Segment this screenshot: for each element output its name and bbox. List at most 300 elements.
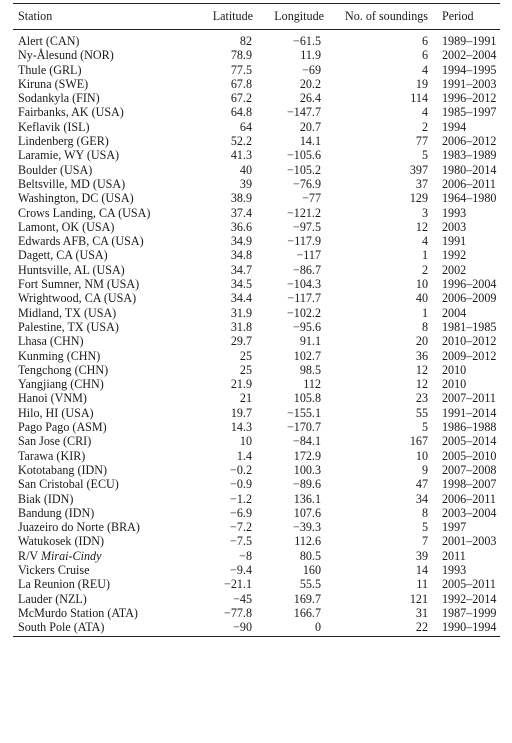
station-name: La Reunion (REU) bbox=[18, 577, 111, 592]
period-cell: 1993 bbox=[442, 205, 467, 220]
latitude-cell: −0.2 bbox=[230, 462, 252, 477]
station-cell bbox=[13, 534, 186, 548]
longitude-cell: 0 bbox=[314, 620, 321, 635]
soundings-cell: 20 bbox=[415, 334, 428, 349]
station-name: Fairbanks, AK (USA) bbox=[18, 105, 124, 120]
period-cell: 2009–2012 bbox=[442, 348, 497, 363]
station-cell bbox=[13, 77, 186, 91]
longitude-cell: 112.6 bbox=[294, 534, 321, 549]
station-cell bbox=[13, 320, 186, 334]
station-name: Tarawa (KIR) bbox=[18, 448, 86, 463]
period-cell: 1997 bbox=[442, 520, 467, 535]
period-cell: 2007–2008 bbox=[442, 462, 497, 477]
station-name: Vickers Cruise bbox=[18, 562, 90, 577]
station-cell bbox=[13, 177, 186, 191]
soundings-cell: 22 bbox=[415, 620, 428, 635]
period-cell: 1992 bbox=[442, 248, 467, 263]
latitude-cell: −21.1 bbox=[224, 577, 252, 592]
station-name: Kiruna (SWE) bbox=[18, 76, 89, 91]
soundings-cell: 12 bbox=[415, 219, 428, 234]
soundings-cell: 5 bbox=[421, 148, 428, 163]
station-cell bbox=[13, 563, 186, 577]
station-name: Bandung (IDN) bbox=[18, 505, 95, 520]
soundings-cell: 4 bbox=[421, 234, 428, 249]
table-row bbox=[13, 105, 500, 119]
longitude-cell: −39.3 bbox=[293, 520, 321, 535]
soundings-cell: 4 bbox=[421, 62, 428, 77]
period-cell: 1991–2014 bbox=[442, 405, 497, 420]
station-name: Beltsville, MD (USA) bbox=[18, 176, 126, 191]
table-row bbox=[13, 434, 500, 448]
longitude-cell: −61.5 bbox=[293, 34, 321, 48]
station-name: Washington, DC (USA) bbox=[18, 191, 134, 206]
period-cell: 1996–2004 bbox=[442, 277, 497, 292]
header-period: Period bbox=[442, 9, 474, 24]
period-cell: 2011 bbox=[442, 548, 466, 563]
station-name: Dagett, CA (USA) bbox=[18, 248, 108, 263]
soundings-cell: 12 bbox=[415, 377, 428, 392]
station-name: McMurdo Station (ATA) bbox=[18, 605, 138, 620]
station-name: R/V bbox=[18, 548, 41, 563]
longitude-cell: −117.7 bbox=[287, 291, 321, 306]
longitude-cell: 102.7 bbox=[293, 348, 321, 363]
longitude-cell: 169.7 bbox=[293, 591, 321, 606]
station-name: Boulder (USA) bbox=[18, 162, 93, 177]
latitude-cell: 36.6 bbox=[230, 219, 252, 234]
longitude-cell: −105.2 bbox=[286, 162, 321, 177]
header-row bbox=[13, 4, 500, 30]
latitude-cell: 41.3 bbox=[230, 148, 252, 163]
station-name: Juazeiro do Norte (BRA) bbox=[18, 520, 140, 535]
soundings-cell: 36 bbox=[415, 348, 428, 363]
stations-table bbox=[13, 3, 500, 637]
station-cell bbox=[13, 191, 186, 205]
latitude-cell: −9.4 bbox=[230, 562, 252, 577]
station-cell bbox=[13, 63, 186, 77]
period-cell: 1983–1989 bbox=[442, 148, 497, 163]
table-row bbox=[13, 234, 500, 248]
longitude-cell: −117 bbox=[296, 248, 321, 263]
longitude-cell: 14.1 bbox=[299, 134, 321, 149]
latitude-cell: −7.2 bbox=[230, 520, 252, 535]
longitude-cell: −155.1 bbox=[286, 405, 321, 420]
longitude-cell: 166.7 bbox=[293, 605, 321, 620]
latitude-cell: 1.4 bbox=[236, 448, 252, 463]
longitude-cell: 26.4 bbox=[299, 91, 321, 106]
soundings-cell: 10 bbox=[415, 277, 428, 292]
station-name: Alert (CAN) bbox=[18, 34, 80, 48]
latitude-cell: 21 bbox=[239, 391, 252, 406]
table-row bbox=[13, 134, 500, 148]
table-row bbox=[13, 91, 500, 105]
station-cell bbox=[13, 277, 186, 291]
period-cell: 2005–2014 bbox=[442, 434, 497, 449]
longitude-cell: 172.9 bbox=[293, 448, 321, 463]
station-cell bbox=[13, 148, 186, 162]
table-row bbox=[13, 30, 500, 49]
station-cell bbox=[13, 263, 186, 277]
latitude-cell: 37.4 bbox=[230, 205, 252, 220]
table-row bbox=[13, 120, 500, 134]
station-name: Laramie, WY (USA) bbox=[18, 148, 120, 163]
soundings-cell: 4 bbox=[421, 105, 428, 120]
period-cell: 2003 bbox=[442, 219, 467, 234]
table-row bbox=[13, 577, 500, 591]
station-cell bbox=[13, 492, 186, 506]
longitude-cell: 100.3 bbox=[293, 462, 321, 477]
longitude-cell: 91.1 bbox=[299, 334, 321, 349]
station-name: South Pole (ATA) bbox=[18, 620, 105, 635]
soundings-cell: 1 bbox=[421, 248, 428, 263]
station-name: Hilo, HI (USA) bbox=[18, 405, 94, 420]
station-cell bbox=[13, 163, 186, 177]
station-name: Edwards AFB, CA (USA) bbox=[18, 234, 144, 249]
station-name: Kototabang (IDN) bbox=[18, 462, 107, 477]
latitude-cell: −0.9 bbox=[230, 477, 252, 492]
soundings-cell: 10 bbox=[415, 448, 428, 463]
latitude-cell: 77.5 bbox=[230, 62, 252, 77]
station-cell bbox=[13, 248, 186, 262]
header-station: Station bbox=[18, 9, 53, 24]
longitude-cell: −104.3 bbox=[286, 277, 321, 292]
period-cell: 2010 bbox=[442, 377, 467, 392]
station-name: Lindenberg (GER) bbox=[18, 134, 109, 149]
period-cell: 2010–2012 bbox=[442, 334, 497, 349]
station-name: Sodankyla (FIN) bbox=[18, 91, 100, 106]
table-row bbox=[13, 520, 500, 534]
table-row bbox=[13, 420, 500, 434]
period-cell: 2001–2003 bbox=[442, 534, 497, 549]
period-cell: 2010 bbox=[442, 362, 467, 377]
soundings-cell: 14 bbox=[415, 562, 428, 577]
station-cell bbox=[13, 506, 186, 520]
station-name: Lauder (NZL) bbox=[18, 591, 87, 606]
latitude-cell: 29.7 bbox=[230, 334, 252, 349]
table-row bbox=[13, 477, 500, 491]
latitude-cell: 52.2 bbox=[230, 134, 252, 149]
period-cell: 1991 bbox=[442, 234, 467, 249]
longitude-cell: −95.6 bbox=[293, 319, 321, 334]
soundings-cell: 23 bbox=[415, 391, 428, 406]
longitude-cell: 136.1 bbox=[293, 491, 321, 506]
soundings-cell: 5 bbox=[421, 420, 428, 435]
station-name: Lamont, OK (USA) bbox=[18, 219, 115, 234]
period-cell: 1990–1994 bbox=[442, 620, 497, 635]
station-name: Kunming (CHN) bbox=[18, 348, 101, 363]
soundings-cell: 11 bbox=[416, 577, 428, 592]
period-cell: 1996–2012 bbox=[442, 91, 497, 106]
latitude-cell: −1.2 bbox=[230, 491, 252, 506]
latitude-cell: −7.5 bbox=[230, 534, 252, 549]
station-name: Tengchong (CHN) bbox=[18, 362, 109, 377]
station-name-italic: Mirai-Cindy bbox=[40, 548, 102, 563]
latitude-cell: 25 bbox=[239, 362, 252, 377]
soundings-cell: 3 bbox=[421, 205, 428, 220]
period-cell: 1994 bbox=[442, 119, 467, 134]
period-cell: 1980–2014 bbox=[442, 162, 497, 177]
table-row bbox=[13, 77, 500, 91]
station-name: Watukosek (IDN) bbox=[18, 534, 105, 549]
longitude-cell: −69 bbox=[302, 62, 321, 77]
longitude-cell: 107.6 bbox=[293, 505, 321, 520]
soundings-cell: 6 bbox=[421, 34, 428, 48]
station-name: Ny-Ålesund (NOR) bbox=[18, 48, 114, 63]
table-row bbox=[13, 320, 500, 334]
table-row bbox=[13, 363, 500, 377]
latitude-cell: 40 bbox=[239, 162, 252, 177]
soundings-cell: 77 bbox=[415, 134, 428, 149]
longitude-cell: −89.6 bbox=[293, 477, 321, 492]
station-name: Huntsville, AL (USA) bbox=[18, 262, 125, 277]
longitude-cell: 112 bbox=[303, 377, 321, 392]
table-row bbox=[13, 263, 500, 277]
station-name: Biak (IDN) bbox=[18, 491, 74, 506]
table-row bbox=[13, 534, 500, 548]
latitude-cell: 78.9 bbox=[230, 48, 252, 63]
station-cell bbox=[13, 30, 186, 49]
soundings-cell: 47 bbox=[415, 477, 428, 492]
longitude-cell: −84.1 bbox=[293, 434, 321, 449]
table-row bbox=[13, 406, 500, 420]
table-row bbox=[13, 306, 500, 320]
soundings-cell: 55 bbox=[415, 405, 428, 420]
table-row bbox=[13, 177, 500, 191]
station-name: Palestine, TX (USA) bbox=[18, 319, 119, 334]
station-cell bbox=[13, 291, 186, 305]
table-row bbox=[13, 492, 500, 506]
soundings-cell: 34 bbox=[415, 491, 428, 506]
table-row bbox=[13, 391, 500, 405]
latitude-cell: 31.9 bbox=[230, 305, 252, 320]
soundings-cell: 12 bbox=[415, 362, 428, 377]
soundings-cell: 167 bbox=[409, 434, 428, 449]
latitude-cell: −90 bbox=[233, 620, 252, 635]
station-cell bbox=[13, 377, 186, 391]
period-cell: 2006–2009 bbox=[442, 291, 497, 306]
soundings-cell: 2 bbox=[421, 119, 428, 134]
table-row bbox=[13, 620, 500, 637]
station-cell bbox=[13, 520, 186, 534]
latitude-cell: 14.3 bbox=[230, 420, 252, 435]
station-cell bbox=[13, 406, 186, 420]
period-cell: 2006–2011 bbox=[442, 176, 496, 191]
header-latitude: Latitude bbox=[212, 9, 253, 24]
station-cell bbox=[13, 549, 186, 563]
table-row bbox=[13, 377, 500, 391]
station-cell bbox=[13, 592, 186, 606]
station-cell bbox=[13, 606, 186, 620]
latitude-cell: −6.9 bbox=[230, 505, 252, 520]
latitude-cell: −8 bbox=[239, 548, 252, 563]
table-row bbox=[13, 277, 500, 291]
soundings-cell: 8 bbox=[421, 319, 428, 334]
soundings-cell: 31 bbox=[415, 605, 428, 620]
station-name: Keflavik (ISL) bbox=[18, 119, 90, 134]
station-name: Fort Sumner, NM (USA) bbox=[18, 277, 140, 292]
longitude-cell: −121.2 bbox=[286, 205, 321, 220]
table-row bbox=[13, 206, 500, 220]
period-cell: 1985–1997 bbox=[442, 105, 497, 120]
table-row bbox=[13, 220, 500, 234]
period-cell: 2005–2010 bbox=[442, 448, 497, 463]
station-cell bbox=[13, 391, 186, 405]
latitude-cell: −45 bbox=[233, 591, 252, 606]
latitude-cell: 67.2 bbox=[230, 91, 252, 106]
soundings-cell: 2 bbox=[421, 262, 428, 277]
table-row bbox=[13, 334, 500, 348]
header-soundings: No. of soundings bbox=[345, 9, 428, 24]
longitude-cell: 160 bbox=[302, 562, 321, 577]
latitude-cell: 82 bbox=[239, 34, 252, 48]
period-cell: 1986–1988 bbox=[442, 420, 497, 435]
period-cell: 1991–2003 bbox=[442, 76, 497, 91]
table-row bbox=[13, 563, 500, 577]
soundings-cell: 114 bbox=[410, 91, 428, 106]
period-cell: 1981–1985 bbox=[442, 319, 497, 334]
period-cell: 1998–2007 bbox=[442, 477, 497, 492]
period-cell: 2003–2004 bbox=[442, 505, 497, 520]
longitude-cell: −102.2 bbox=[286, 305, 321, 320]
period-cell: 1992–2014 bbox=[442, 591, 497, 606]
soundings-cell: 121 bbox=[409, 591, 428, 606]
latitude-cell: 34.8 bbox=[230, 248, 252, 263]
station-cell bbox=[13, 234, 186, 248]
latitude-cell: 38.9 bbox=[230, 191, 252, 206]
soundings-cell: 6 bbox=[421, 48, 428, 63]
longitude-cell: −170.7 bbox=[286, 420, 321, 435]
period-cell: 2006–2011 bbox=[442, 491, 496, 506]
longitude-cell: 80.5 bbox=[299, 548, 321, 563]
period-cell: 1987–1999 bbox=[442, 605, 497, 620]
table-body bbox=[13, 30, 500, 637]
longitude-cell: −76.9 bbox=[293, 176, 321, 191]
period-cell: 2002–2004 bbox=[442, 48, 497, 63]
soundings-cell: 39 bbox=[415, 548, 428, 563]
latitude-cell: 19.7 bbox=[230, 405, 252, 420]
station-cell bbox=[13, 306, 186, 320]
station-cell bbox=[13, 349, 186, 363]
longitude-cell: −147.7 bbox=[286, 105, 321, 120]
period-cell: 2006–2012 bbox=[442, 134, 497, 149]
soundings-cell: 37 bbox=[415, 176, 428, 191]
station-name: Wrightwood, CA (USA) bbox=[18, 291, 137, 306]
latitude-cell: −77.8 bbox=[224, 605, 252, 620]
station-name: San Jose (CRI) bbox=[18, 434, 92, 449]
period-cell: 1964–1980 bbox=[442, 191, 497, 206]
period-cell: 2007–2011 bbox=[442, 391, 496, 406]
longitude-cell: 105.8 bbox=[293, 391, 321, 406]
station-cell bbox=[13, 463, 186, 477]
header-longitude: Longitude bbox=[274, 9, 324, 24]
station-cell bbox=[13, 120, 186, 134]
table-row bbox=[13, 463, 500, 477]
period-cell: 1994–1995 bbox=[442, 62, 497, 77]
station-cell bbox=[13, 91, 186, 105]
station-cell bbox=[13, 220, 186, 234]
longitude-cell: −77 bbox=[302, 191, 321, 206]
longitude-cell: −117.9 bbox=[287, 234, 321, 249]
period-cell: 1993 bbox=[442, 562, 467, 577]
longitude-cell: 20.7 bbox=[299, 119, 321, 134]
longitude-cell: −97.5 bbox=[293, 219, 321, 234]
table-row bbox=[13, 549, 500, 563]
station-cell bbox=[13, 334, 186, 348]
station-cell bbox=[13, 477, 186, 491]
soundings-cell: 7 bbox=[421, 534, 428, 549]
latitude-cell: 64 bbox=[239, 119, 252, 134]
station-cell bbox=[13, 620, 186, 637]
longitude-cell: −86.7 bbox=[293, 262, 321, 277]
table-row bbox=[13, 63, 500, 77]
period-cell: 2002 bbox=[442, 262, 467, 277]
longitude-cell: 55.5 bbox=[299, 577, 321, 592]
station-cell bbox=[13, 577, 186, 591]
latitude-cell: 34.4 bbox=[230, 291, 252, 306]
station-name: Hanoi (VNM) bbox=[18, 391, 87, 406]
soundings-cell: 9 bbox=[421, 462, 428, 477]
table-row bbox=[13, 248, 500, 262]
longitude-cell: 20.2 bbox=[299, 76, 321, 91]
latitude-cell: 25 bbox=[239, 348, 252, 363]
station-cell bbox=[13, 449, 186, 463]
table-row bbox=[13, 506, 500, 520]
soundings-cell: 397 bbox=[409, 162, 428, 177]
period-cell: 1989–1991 bbox=[442, 34, 497, 48]
table-row bbox=[13, 191, 500, 205]
period-cell: 2005–2011 bbox=[442, 577, 496, 592]
latitude-cell: 34.7 bbox=[230, 262, 252, 277]
longitude-cell: 98.5 bbox=[299, 362, 321, 377]
station-cell bbox=[13, 434, 186, 448]
station-name: Pago Pago (ASM) bbox=[18, 420, 107, 435]
soundings-cell: 8 bbox=[421, 505, 428, 520]
latitude-cell: 34.9 bbox=[230, 234, 252, 249]
longitude-cell: −105.6 bbox=[286, 148, 321, 163]
station-cell bbox=[13, 105, 186, 119]
station-name: Lhasa (CHN) bbox=[18, 334, 84, 349]
station-cell bbox=[13, 363, 186, 377]
station-cell bbox=[13, 206, 186, 220]
table-row bbox=[13, 291, 500, 305]
soundings-cell: 5 bbox=[421, 520, 428, 535]
table-row bbox=[13, 606, 500, 620]
station-cell bbox=[13, 134, 186, 148]
table-row bbox=[13, 163, 500, 177]
station-name: Yangjiang (CHN) bbox=[18, 377, 104, 392]
table-row bbox=[13, 148, 500, 162]
station-cell bbox=[13, 48, 186, 62]
latitude-cell: 39 bbox=[239, 176, 252, 191]
table-row bbox=[13, 449, 500, 463]
station-name: Crows Landing, CA (USA) bbox=[18, 205, 151, 220]
table-header bbox=[13, 4, 500, 30]
soundings-cell: 19 bbox=[415, 76, 428, 91]
table-row bbox=[13, 48, 500, 62]
latitude-cell: 21.9 bbox=[230, 377, 252, 392]
period-cell: 2004 bbox=[442, 305, 467, 320]
soundings-cell: 129 bbox=[409, 191, 428, 206]
table-row bbox=[13, 349, 500, 363]
station-name: San Cristobal (ECU) bbox=[18, 477, 119, 492]
latitude-cell: 34.5 bbox=[230, 277, 252, 292]
soundings-cell: 40 bbox=[415, 291, 428, 306]
latitude-cell: 67.8 bbox=[230, 76, 252, 91]
station-cell bbox=[13, 420, 186, 434]
table-row bbox=[13, 592, 500, 606]
soundings-cell: 1 bbox=[421, 305, 428, 320]
latitude-cell: 31.8 bbox=[230, 319, 252, 334]
latitude-cell: 10 bbox=[239, 434, 252, 449]
